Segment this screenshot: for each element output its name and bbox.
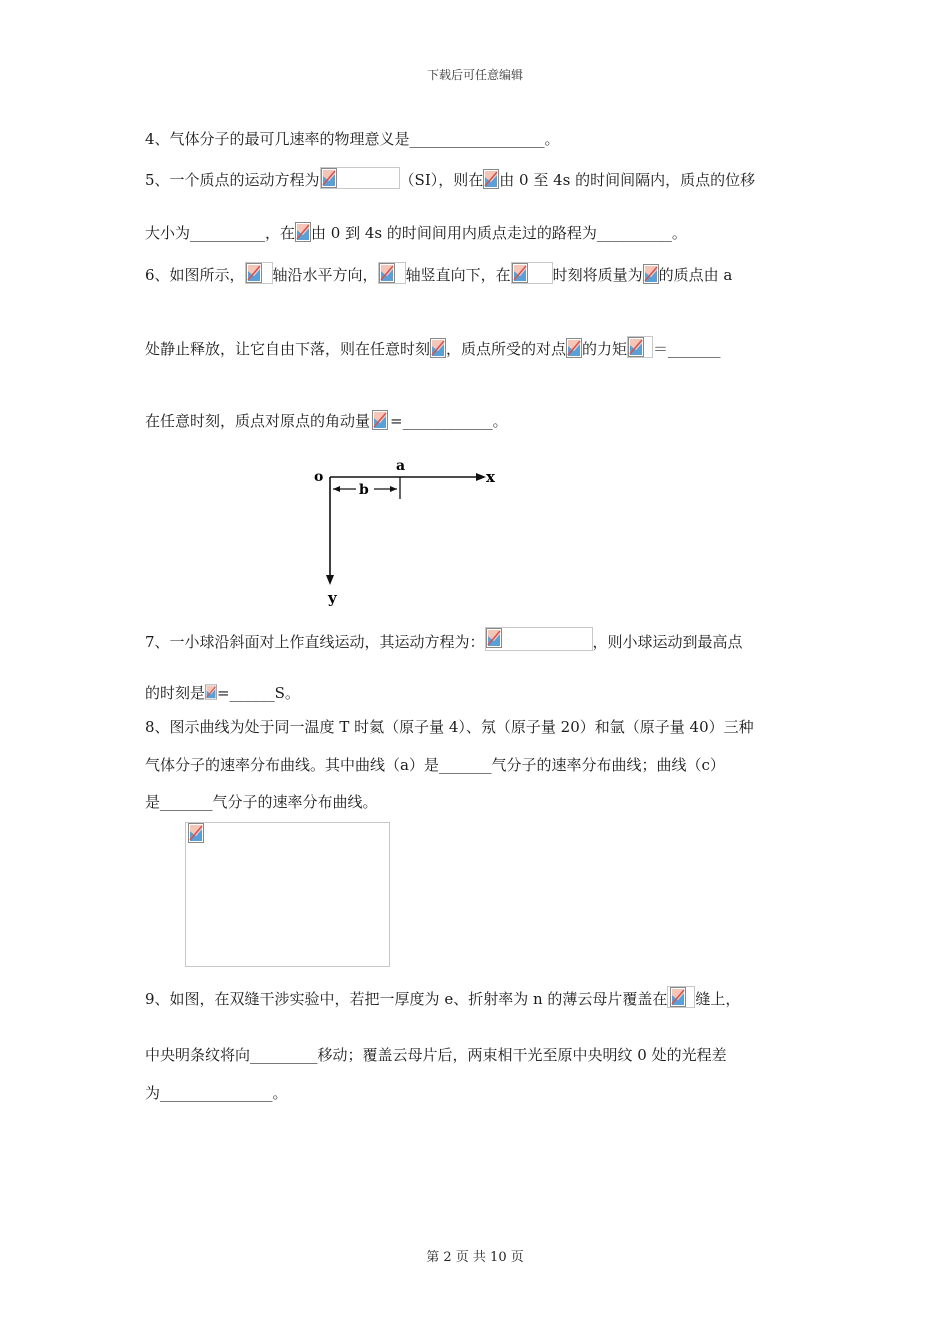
q7-text-1: 7、一小球沿斜面对上作直线运动，其运动方程为： — [145, 633, 485, 651]
broken-image-icon — [628, 337, 644, 357]
broken-image-icon — [483, 169, 499, 189]
broken-image-icon — [246, 263, 262, 283]
q5-text-4: 大小为__________，在 — [145, 224, 296, 242]
q6-text-2: 轴沿水平方向， — [272, 266, 378, 284]
broken-image-icon — [379, 263, 395, 283]
broken-image-icon — [295, 222, 311, 242]
q6-text-3: 轴竖直向下，在 — [405, 266, 511, 284]
question-9-line-2: 中央明条纹将向_________移动；覆盖云母片后，两束相干光至原中央明纹 0 处的光程差 — [145, 1046, 727, 1064]
page-header: 下载后可任意编辑 — [426, 68, 523, 82]
q6-text-9: ＝_______ — [653, 340, 721, 358]
q7-text-3: 的时刻是 — [145, 684, 206, 702]
q9-text-1: 9、如图，在双缝干涉实验中，若把一厚度为 e、折射率为 n 的薄云母片覆盖在 — [145, 990, 668, 1008]
point-a-label: a — [396, 458, 406, 474]
question-8-line-2: 气体分子的速率分布曲线。其中曲线（a）是_______气分子的速率分布曲线；曲线（c） — [145, 756, 725, 774]
q6-text-11: =____________。 — [390, 412, 508, 430]
q6-text-7: ，质点所受的对点 — [446, 340, 567, 358]
broken-image-icon — [186, 823, 206, 843]
equation-image — [245, 262, 273, 284]
question-7-line-1 — [145, 627, 743, 653]
q5-text-3: 由 0 至 4s 的时间间隔内，质点的位移 — [499, 171, 756, 189]
q6-text-6: 处静止释放，让它自由下落，则在任意时刻 — [145, 340, 431, 358]
question-5-line-2 — [145, 222, 687, 244]
question-6-line-3 — [145, 410, 508, 432]
q5-text-1: 5、一个质点的运动方程为 — [145, 171, 320, 189]
question-8-line-1: 8、图示曲线为处于同一温度 T 时氦（原子量 4）、氖（原子量 20）和氩（原子量 40）三种 — [145, 718, 754, 736]
q9-text-2: 缝上， — [695, 990, 741, 1008]
question-9-line-3: 为_______________。 — [145, 1084, 288, 1102]
q6-text-8: 的力矩 — [582, 340, 628, 358]
question-6-line-2 — [145, 336, 721, 360]
origin-label: o — [314, 469, 324, 485]
equation-image — [485, 627, 593, 651]
question-7-line-2 — [145, 682, 300, 704]
y-arrow — [326, 575, 334, 585]
question-8-line-3: 是_______气分子的速率分布曲线。 — [145, 793, 378, 811]
broken-image-icon — [668, 987, 688, 1007]
broken-image-icon — [205, 682, 217, 702]
x-axis-label: x — [486, 468, 495, 486]
equation-image — [320, 167, 400, 189]
q7-text-2: ，则小球运动到最高点 — [592, 633, 743, 651]
page-footer: 第 2 页 共 10 页 — [426, 1250, 524, 1265]
equation-image — [627, 336, 653, 358]
equation-image — [378, 262, 406, 284]
broken-image-icon — [321, 168, 337, 188]
broken-image-icon — [643, 264, 659, 284]
y-axis-label: y — [328, 589, 337, 607]
broken-image-icon — [512, 263, 528, 283]
q5-text-5: 由 0 到 4s 的时间间用内质点走过的路程为__________。 — [311, 224, 687, 242]
speed-distribution-figure — [185, 822, 390, 967]
q6-text-4: 时刻将质量为 — [552, 266, 643, 284]
coordinate-diagram — [300, 455, 540, 610]
q6-text-10: 在任意时刻，质点对原点的角动量 — [145, 412, 371, 430]
q5-text-2: （SI），则在 — [399, 171, 484, 189]
q7-text-4: =______S。 — [217, 684, 300, 702]
equation-image — [667, 986, 695, 1008]
b-arrow-right — [390, 486, 397, 492]
question-9-line-1 — [145, 986, 740, 1010]
q6-text-5: 的质点由 a — [658, 266, 733, 284]
q6-text-1: 6、如图所示， — [145, 266, 245, 284]
x-arrow — [476, 473, 486, 481]
broken-image-icon — [370, 410, 390, 430]
b-arrow-left — [333, 486, 340, 492]
equation-image — [511, 262, 553, 284]
question-4: 4、气体分子的最可几速率的物理意义是__________________。 — [145, 130, 560, 148]
broken-image-icon — [430, 338, 446, 358]
question-5-line-1 — [145, 167, 755, 191]
distance-b-label: b — [359, 482, 369, 498]
broken-image-icon — [486, 628, 502, 648]
question-6-line-1 — [145, 262, 732, 286]
broken-image-icon — [566, 338, 582, 358]
